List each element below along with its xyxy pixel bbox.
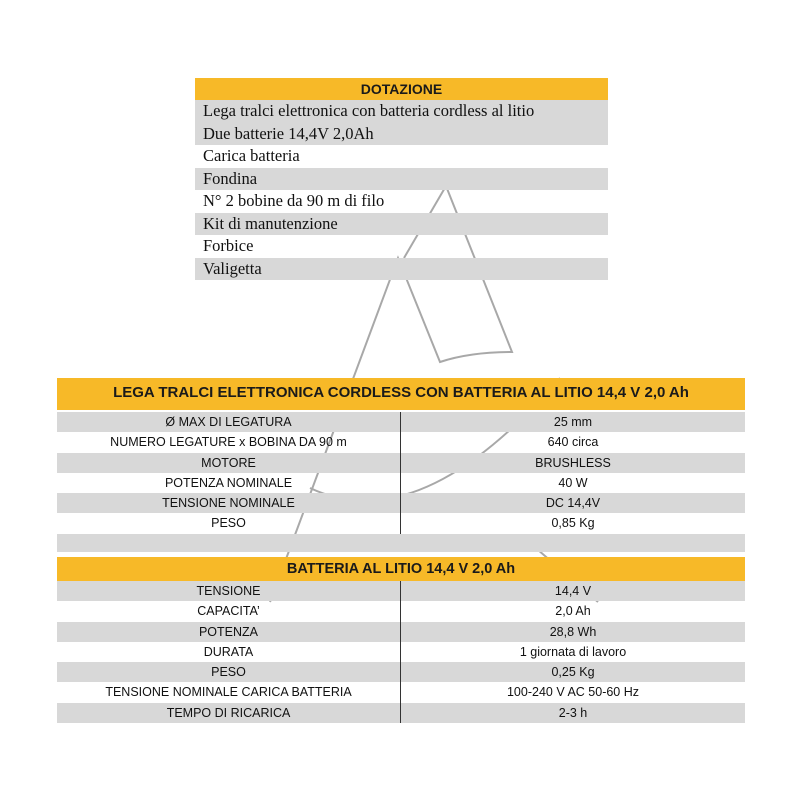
spec-value: 100-240 V AC 50-60 Hz	[506, 685, 640, 700]
spec-label: POTENZA	[57, 622, 401, 642]
dotazione-table	[195, 78, 608, 280]
table-row	[57, 493, 745, 513]
table-row	[57, 412, 745, 432]
battery-spec-title: BATTERIA AL LITIO 14,4 V 2,0 Ah	[57, 557, 745, 581]
spec-label: TENSIONE NOMINALE CARICA BATTERIA	[57, 682, 401, 702]
spec-label: PESO	[57, 513, 401, 533]
spec-value: 2-3 h	[558, 705, 588, 720]
table-row	[57, 703, 745, 723]
product-spec-table	[57, 378, 745, 552]
spec-label: PESO	[57, 662, 401, 682]
dotazione-item: Due batterie 14,4V 2,0Ah	[195, 123, 608, 146]
dotazione-item: Fondina	[195, 168, 608, 191]
spacer-row	[57, 534, 745, 552]
spec-value: 0,85 Kg	[551, 516, 595, 531]
dotazione-item: Kit di manutenzione	[195, 213, 608, 236]
table-row	[57, 453, 745, 473]
table-row	[57, 622, 745, 642]
spec-value: 40 W	[558, 475, 588, 490]
table-row	[57, 432, 745, 452]
spec-value: 1 giornata di lavoro	[519, 644, 627, 659]
spec-label: DURATA	[57, 642, 401, 662]
spec-value: 0,25 Kg	[551, 665, 595, 680]
table-row	[57, 513, 745, 533]
spec-label: POTENZA NOMINALE	[57, 473, 401, 493]
spec-value: DC 14,4V	[545, 496, 601, 511]
spec-label: TENSIONE NOMINALE	[57, 493, 401, 513]
dotazione-title: DOTAZIONE	[195, 78, 608, 100]
table-row	[57, 601, 745, 621]
dotazione-item: Forbice	[203, 236, 254, 255]
spec-value: 640 circa	[547, 435, 599, 450]
product-spec-title: LEGA TRALCI ELETTRONICA CORDLESS CON BATTERIA AL LITIO 14,4 V 2,0 Ah	[57, 378, 745, 412]
spec-label: TEMPO DI RICARICA	[57, 703, 401, 723]
spec-value: 2,0 Ah	[555, 604, 591, 619]
table-row	[57, 682, 745, 702]
spec-label: CAPACITA’	[57, 601, 401, 621]
table-row	[57, 473, 745, 493]
spec-value: 28,8 Wh	[549, 624, 597, 639]
table-row	[57, 581, 745, 601]
spec-label: MOTORE	[57, 453, 401, 473]
dotazione-item: Lega tralci elettronica con batteria cordless al litio	[195, 100, 608, 123]
spec-value: 25 mm	[553, 415, 593, 429]
spec-label: NUMERO LEGATURE x BOBINA DA 90 m	[57, 432, 401, 452]
dotazione-item: Carica batteria	[203, 146, 300, 165]
spec-value: BRUSHLESS	[535, 455, 611, 470]
dotazione-item: Valigetta	[195, 258, 608, 281]
spec-label: Ø MAX DI LEGATURA	[57, 412, 401, 432]
table-row	[57, 642, 745, 662]
spec-label: TENSIONE	[57, 581, 401, 601]
battery-spec-table	[57, 557, 745, 723]
table-row	[57, 662, 745, 682]
spec-value: 14,4 V	[554, 584, 592, 598]
dotazione-item: N° 2 bobine da 90 m di filo	[203, 191, 385, 210]
